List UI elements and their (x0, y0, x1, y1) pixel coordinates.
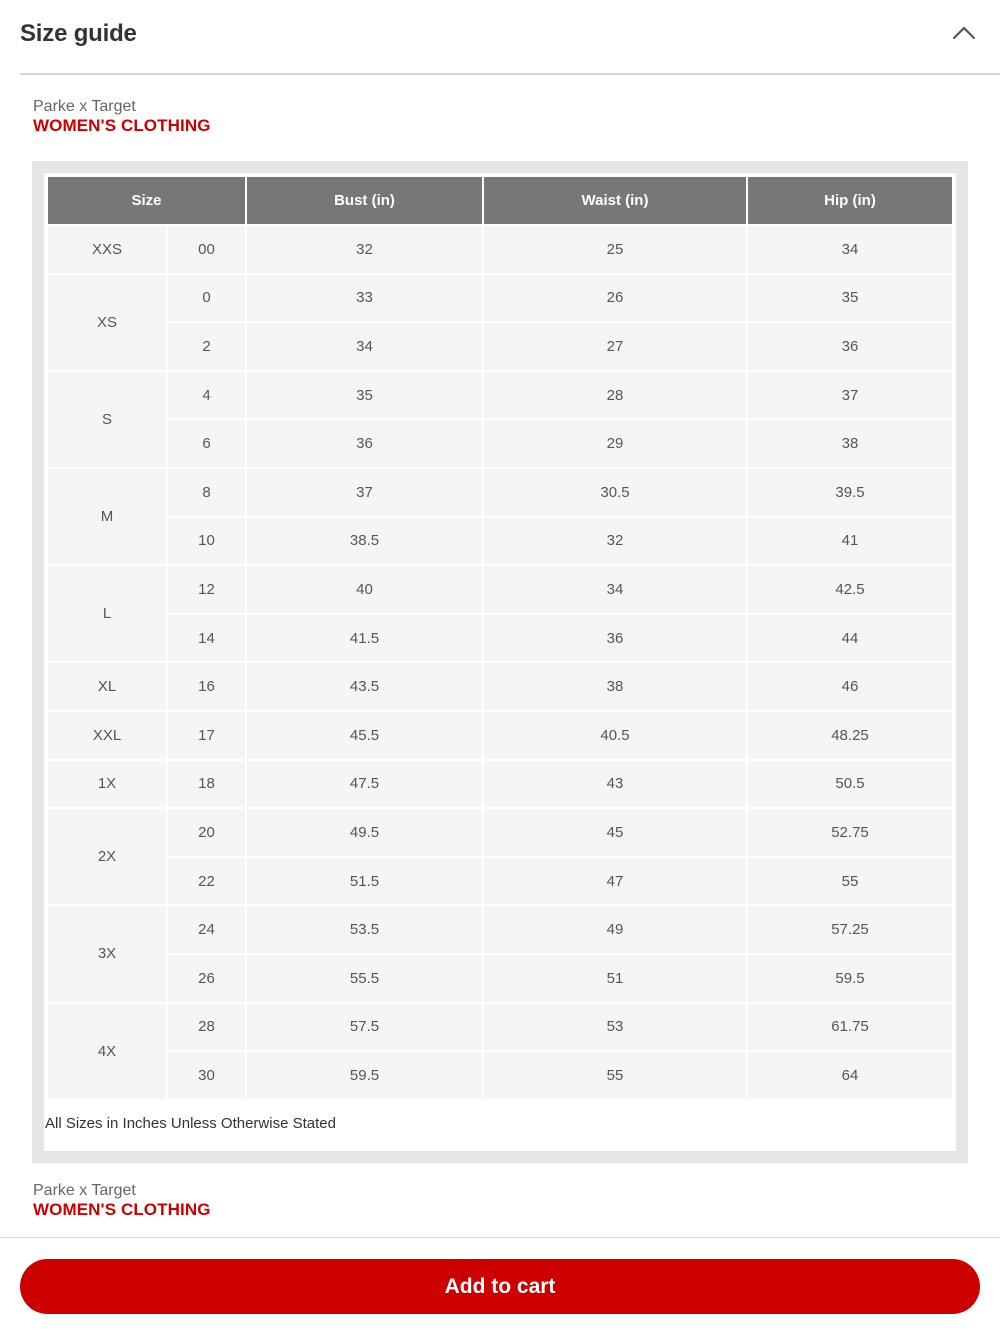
bust-value: 59.5 (247, 1052, 482, 1099)
waist-value: 25 (484, 226, 746, 273)
table-row (48, 858, 952, 905)
size-number: 30 (168, 1052, 245, 1099)
brand-name: Parke x Target (33, 1182, 136, 1199)
hip-value: 64 (748, 1052, 952, 1099)
waist-value: 49 (484, 906, 746, 953)
bust-value: 38.5 (247, 518, 482, 565)
size-number: 22 (168, 858, 245, 905)
column-header-bust: Bust (in) (247, 177, 482, 224)
brand-name: Parke x Target (33, 98, 136, 115)
collapse-button[interactable] (946, 18, 982, 48)
size-label: XS (48, 275, 166, 370)
hip-value: 37 (748, 372, 952, 419)
hip-value: 35 (748, 275, 952, 322)
bust-value: 36 (247, 420, 482, 467)
size-label: XXL (48, 712, 166, 759)
add-to-cart-button[interactable]: Add to cart (20, 1259, 980, 1314)
bust-value: 57.5 (247, 1004, 482, 1051)
size-label: 1X (48, 761, 166, 808)
size-number: 0 (168, 275, 245, 322)
bust-value: 49.5 (247, 809, 482, 856)
page-title: Size guide (20, 20, 137, 47)
waist-value: 26 (484, 275, 746, 322)
waist-value: 51 (484, 955, 746, 1002)
waist-value: 43 (484, 761, 746, 808)
bust-value: 40 (247, 566, 482, 613)
table-row (48, 226, 952, 273)
bust-value: 55.5 (247, 955, 482, 1002)
waist-value: 32 (484, 518, 746, 565)
bust-value: 47.5 (247, 761, 482, 808)
table-row (48, 615, 952, 662)
size-guide-header (0, 0, 1000, 74)
table-row (48, 469, 952, 516)
size-number: 2 (168, 323, 245, 370)
size-number: 12 (168, 566, 245, 613)
waist-value: 28 (484, 372, 746, 419)
size-number: 10 (168, 518, 245, 565)
size-label: L (48, 566, 166, 661)
size-number: 24 (168, 906, 245, 953)
table-row (48, 372, 952, 419)
size-number: 4 (168, 372, 245, 419)
size-label: 4X (48, 1004, 166, 1099)
bust-value: 35 (247, 372, 482, 419)
bust-value: 45.5 (247, 712, 482, 759)
size-label: 3X (48, 906, 166, 1001)
bust-value: 34 (247, 323, 482, 370)
bust-value: 51.5 (247, 858, 482, 905)
waist-value: 30.5 (484, 469, 746, 516)
waist-value: 53 (484, 1004, 746, 1051)
table-footnote: All Sizes in Inches Unless Otherwise Stated (45, 1115, 336, 1132)
size-number: 26 (168, 955, 245, 1002)
size-number: 17 (168, 712, 245, 759)
column-header-waist: Waist (in) (484, 177, 746, 224)
size-number: 14 (168, 615, 245, 662)
size-label: M (48, 469, 166, 564)
hip-value: 38 (748, 420, 952, 467)
waist-value: 36 (484, 615, 746, 662)
table-row (48, 712, 952, 759)
hip-value: 57.25 (748, 906, 952, 953)
hip-value: 48.25 (748, 712, 952, 759)
table-row (48, 761, 952, 808)
table-row (48, 955, 952, 1002)
table-row (48, 323, 952, 370)
column-header-hip: Hip (in) (748, 177, 952, 224)
hip-value: 44 (748, 615, 952, 662)
waist-value: 27 (484, 323, 746, 370)
size-chart-panel (32, 161, 968, 1163)
size-chart-card (44, 173, 956, 1151)
size-number: 00 (168, 226, 245, 273)
bust-value: 33 (247, 275, 482, 322)
waist-value: 29 (484, 420, 746, 467)
bust-value: 37 (247, 469, 482, 516)
brand-category: WOMEN'S CLOTHING (33, 116, 211, 135)
table-header-row (48, 177, 952, 224)
waist-value: 45 (484, 809, 746, 856)
hip-value: 39.5 (748, 469, 952, 516)
bust-value: 32 (247, 226, 482, 273)
size-number: 16 (168, 663, 245, 710)
size-table (46, 175, 954, 1101)
size-label: 2X (48, 809, 166, 904)
waist-value: 55 (484, 1052, 746, 1099)
table-row (48, 1052, 952, 1099)
hip-value: 59.5 (748, 955, 952, 1002)
brand-info-top (33, 97, 211, 136)
hip-value: 46 (748, 663, 952, 710)
table-row (48, 566, 952, 613)
size-number: 8 (168, 469, 245, 516)
header-divider (20, 73, 1000, 75)
hip-value: 42.5 (748, 566, 952, 613)
size-label: S (48, 372, 166, 467)
size-number: 20 (168, 809, 245, 856)
size-number: 28 (168, 1004, 245, 1051)
table-row (48, 809, 952, 856)
column-header-size: Size (48, 177, 245, 224)
bust-value: 43.5 (247, 663, 482, 710)
hip-value: 34 (748, 226, 952, 273)
bust-value: 41.5 (247, 615, 482, 662)
hip-value: 41 (748, 518, 952, 565)
hip-value: 61.75 (748, 1004, 952, 1051)
waist-value: 38 (484, 663, 746, 710)
hip-value: 52.75 (748, 809, 952, 856)
chevron-up-icon (946, 18, 982, 48)
table-row (48, 663, 952, 710)
hip-value: 36 (748, 323, 952, 370)
footer-divider (0, 1237, 1000, 1238)
brand-category: WOMEN'S CLOTHING (33, 1200, 211, 1219)
waist-value: 40.5 (484, 712, 746, 759)
bust-value: 53.5 (247, 906, 482, 953)
table-row (48, 1004, 952, 1051)
table-row (48, 518, 952, 565)
size-label: XL (48, 663, 166, 710)
table-row (48, 275, 952, 322)
size-label: XXS (48, 226, 166, 273)
hip-value: 55 (748, 858, 952, 905)
hip-value: 50.5 (748, 761, 952, 808)
waist-value: 34 (484, 566, 746, 613)
size-number: 18 (168, 761, 245, 808)
table-row (48, 906, 952, 953)
waist-value: 47 (484, 858, 746, 905)
table-row (48, 420, 952, 467)
size-number: 6 (168, 420, 245, 467)
brand-info-bottom (33, 1181, 211, 1220)
